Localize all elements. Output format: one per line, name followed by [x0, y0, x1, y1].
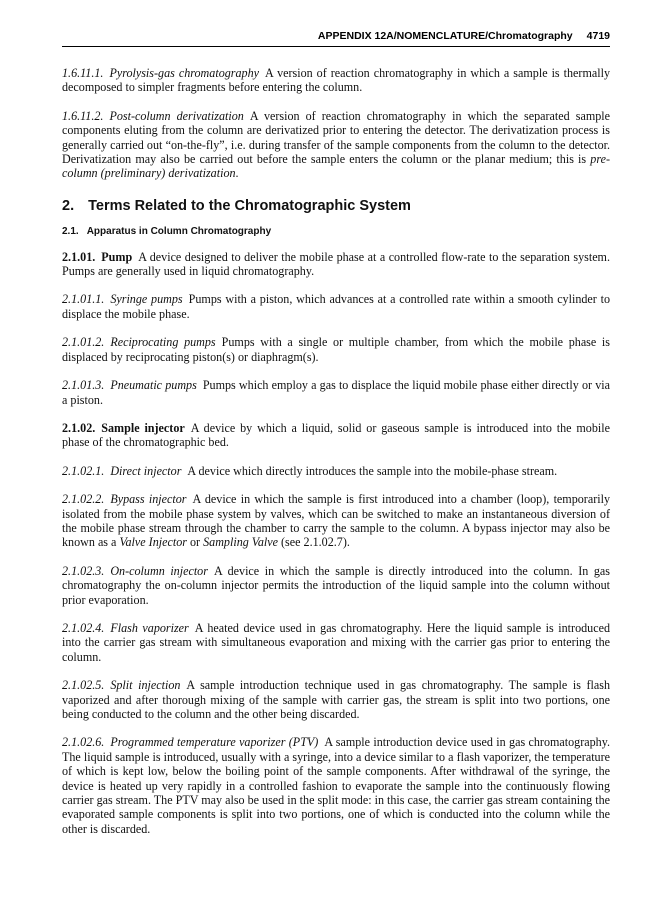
definition-entry [62, 421, 610, 450]
entry-text: A version of reaction chromatography in which a sample is thermally decomposed to simpler fragments before entering the column. [62, 66, 610, 95]
definition-entry [62, 335, 610, 364]
entry-conjunction: or [189, 535, 201, 550]
entry-term: Syringe pumps [110, 292, 183, 307]
section-heading [62, 199, 610, 213]
entry-number: 1.6.11.1. [62, 66, 104, 80]
entry-term: Pump [101, 249, 133, 264]
entry-text: A device which directly introduces the sample into the mobile-phase stream. [187, 463, 558, 478]
page-number: 4719 [586, 30, 610, 42]
entry-text: A device by which a liquid, solid or gaseous sample is introduced into the mobile phase of the chromatographic bed. [62, 420, 610, 450]
entry-alt-term: Valve Injector [119, 535, 187, 550]
entry-italic-term: pre-column (preliminary) derivatization [62, 152, 610, 181]
running-header [62, 28, 610, 46]
entry-text: A device in which the sample is directly introduced into the column. In gas chromatography the on-column injector permits the introduction of the liquid sample into the column without prior evaporation. [62, 563, 610, 607]
entry-term: Direct injector [110, 463, 182, 478]
definition-entry [62, 250, 610, 279]
entry-number: 2.1.02.2. [62, 492, 105, 507]
entry-number: 2.1.02.4. [62, 620, 105, 635]
entry-text: A device in which the sample is first introduced into a chamber (loop), temporarily isolated from the mobile phase system by valves, which can be switched to make an instantaneous diversion of the mobile phase stream through the chamber to carry the sample to the column. A bypass injector may also be known as a [62, 492, 610, 550]
entry-number: 2.1.01. [62, 249, 96, 264]
entry-number: 2.1.02.5. [62, 678, 105, 693]
entry-text: A sample introduction device used in gas chromatography. The liquid sample is introduced, usually with a syringe, into a device similar to a flash vaporizer, the temperature of which is kept low, below the boiling point of the sample components. After withdrawal of the syringe, the device is heated up very rapidly in a controlled fashion to evaporate the sample into the continuously flowing carrier gas stream. The PTV may also be used in the split mode: in this case, the carrier gas stream containing the evaporated sample components is split into two portions, one of which is conducted into the column while the other is discarded. [62, 735, 610, 836]
entry-number: 2.1.01.1. [62, 292, 105, 307]
entry-text: A sample introduction technique used in gas chromatography. The sample is flash vaporized and after thorough mixing of the sample with carrier gas, the stream is split into two portions, one being conducted to the column and the other being discarded. [62, 678, 611, 721]
definition-entry [62, 735, 610, 836]
entry-number: 2.1.01.2. [62, 335, 105, 350]
entry-number: 1.6.11.2. [62, 108, 104, 123]
entry-term: Flash vaporizer [110, 620, 189, 635]
definition-entry [62, 678, 610, 721]
entry-term: Programmed temperature vaporizer (PTV) [110, 735, 319, 750]
entry-number: 2.1.02.6. [62, 735, 105, 750]
definition-entry [62, 292, 610, 321]
entry-text-end: . [235, 166, 239, 181]
entry-text: Pumps with a single or multiple chamber, from which the mobile phase is displaced by reciprocating piston(s) or diaphragm(s). [62, 335, 610, 364]
entry-term: Bypass injector [110, 492, 187, 507]
entry-number: 2.1.02. [62, 420, 96, 435]
subsection-heading [62, 225, 610, 239]
page-body [62, 66, 610, 850]
definition-entry [62, 378, 610, 407]
subsection-number: 2.1. [62, 226, 79, 238]
entry-term: Sample injector [101, 420, 185, 435]
entry-term: On-column injector [110, 563, 208, 578]
entry-alt-term: Sampling Valve [203, 535, 278, 550]
entry-term: Pneumatic pumps [110, 378, 197, 393]
definition-entry [62, 109, 610, 181]
entry-text: Pumps with a piston, which advances at a controlled rate within a smooth cylinder to displace the mobile phase. [62, 292, 611, 321]
subsection-title: Apparatus in Column Chromatography [86, 226, 272, 238]
running-title: APPENDIX 12A/NOMENCLATURE/Chromatography [317, 30, 573, 42]
entry-text: A device designed to deliver the mobile phase at a controlled flow-rate to the separation system. Pumps are generally used in liquid chromatography. [62, 249, 610, 279]
section-number: 2. [62, 197, 75, 214]
entry-number: 2.1.02.3. [62, 563, 105, 578]
definition-entry [62, 464, 610, 478]
definition-entry [62, 621, 610, 664]
definition-entry [62, 564, 610, 607]
entry-term: Reciprocating pumps [110, 335, 216, 350]
header-rule [62, 46, 610, 47]
entry-text: Pumps which employ a gas to displace the liquid mobile phase either directly or via a piston. [62, 378, 611, 407]
definition-entry [62, 66, 610, 95]
entry-text: A heated device used in gas chromatography. Here the liquid sample is introduced into the carrier gas stream with simultaneous evaporation and mixing with the carrier gas prior to entering the column. [62, 620, 610, 664]
entry-text: A version of reaction chromatography in which the separated sample components eluting from the column are derivatized prior to entering the detector. The derivatization process is generally carried out “on-the-fly”, i.e. during transfer of the sample components from the column to the detector. Derivatization may also be carried out before the sample enters the column or the planar medium; this is [62, 108, 610, 167]
section-title: Terms Related to the Chromatographic System [88, 197, 411, 214]
definition-entry [62, 492, 610, 550]
entry-cross-reference: (see 2.1.02.7). [281, 535, 350, 550]
entry-term: Split injection [110, 678, 181, 693]
entry-term: Post-column derivatization [109, 108, 244, 123]
entry-term: Pyrolysis-gas chromatography [109, 66, 259, 80]
entry-number: 2.1.01.3. [62, 378, 105, 393]
entry-number: 2.1.02.1. [62, 463, 105, 478]
